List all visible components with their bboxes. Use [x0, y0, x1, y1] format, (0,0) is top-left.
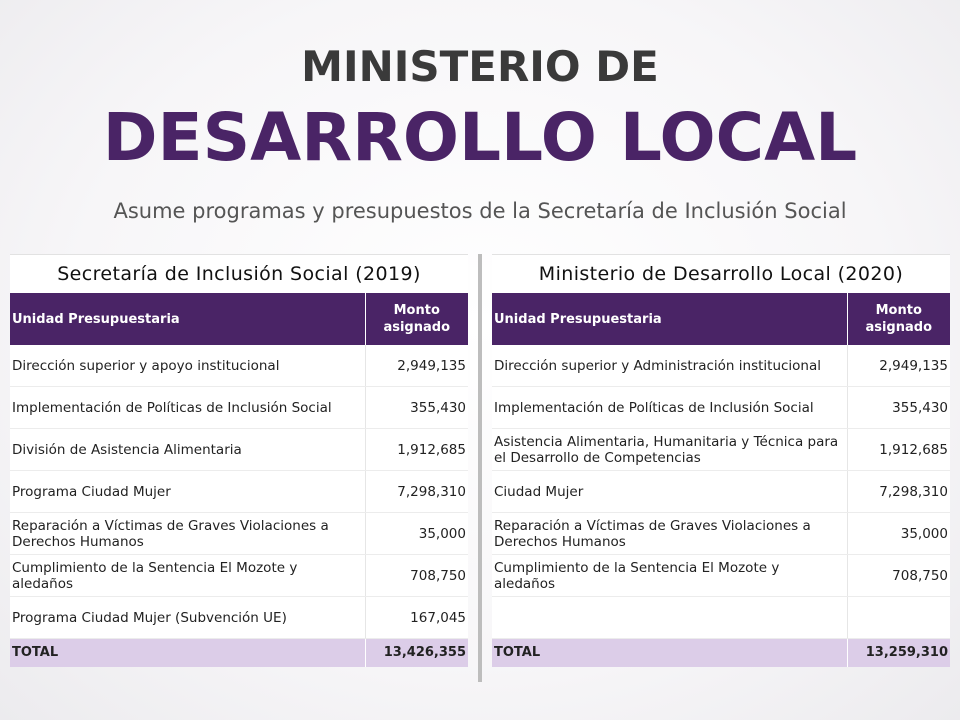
row-amount: 708,750	[365, 555, 468, 597]
row-amount: 7,298,310	[365, 471, 468, 513]
table-row	[492, 555, 950, 597]
column-header-amount-line2: asignado	[383, 320, 451, 335]
total-row	[492, 639, 950, 668]
left-panel	[10, 254, 468, 667]
row-amount: 355,430	[847, 387, 950, 429]
panel-divider	[478, 254, 482, 682]
left-budget-table	[10, 293, 468, 667]
column-header-amount	[365, 293, 468, 345]
total-amount: 13,259,310	[847, 639, 950, 668]
row-amount: 1,912,685	[847, 429, 950, 471]
row-amount: 1,912,685	[365, 429, 468, 471]
row-unit: Ciudad Mujer	[492, 471, 847, 513]
table-row	[492, 513, 950, 555]
column-header-amount-line2: asignado	[865, 320, 933, 335]
row-unit: Asistencia Alimentaria, Humanitaria y Técnica para el Desarrollo de Competencias	[492, 429, 847, 471]
row-unit: Programa Ciudad Mujer	[10, 471, 365, 513]
total-row	[10, 639, 468, 668]
column-header-amount	[847, 293, 950, 345]
row-unit: Reparación a Víctimas de Graves Violaciones a Derechos Humanos	[10, 513, 365, 555]
row-amount: 708,750	[847, 555, 950, 597]
column-header-unit: Unidad Presupuestaria	[492, 293, 847, 345]
right-budget-table	[492, 293, 950, 667]
row-amount: 167,045	[365, 597, 468, 639]
table-row	[492, 387, 950, 429]
row-unit: Reparación a Víctimas de Graves Violaciones a Derechos Humanos	[492, 513, 847, 555]
row-unit: Dirección superior y Administración institucional	[492, 345, 847, 387]
table-row	[10, 597, 468, 639]
row-unit: Implementación de Políticas de Inclusión Social	[10, 387, 365, 429]
table-row	[10, 471, 468, 513]
total-label: TOTAL	[10, 639, 365, 668]
right-panel	[492, 254, 950, 667]
table-row	[10, 429, 468, 471]
row-amount: 355,430	[365, 387, 468, 429]
right-panel-title: Ministerio de Desarrollo Local (2020)	[492, 254, 950, 293]
subtitle: Asume programas y presupuestos de la Secretaría de Inclusión Social	[113, 199, 847, 223]
table-row	[492, 429, 950, 471]
table-row	[492, 345, 950, 387]
row-unit: División de Asistencia Alimentaria	[10, 429, 365, 471]
column-header-amount-line1: Monto	[393, 303, 440, 318]
table-row-empty	[492, 597, 950, 639]
table-header-row	[10, 293, 468, 345]
row-amount	[847, 597, 950, 639]
table-row	[10, 555, 468, 597]
row-unit	[492, 597, 847, 639]
row-unit: Dirección superior y apoyo institucional	[10, 345, 365, 387]
table-row	[10, 345, 468, 387]
row-unit: Programa Ciudad Mujer (Subvención UE)	[10, 597, 365, 639]
column-header-amount-line1: Monto	[875, 303, 922, 318]
left-panel-title: Secretaría de Inclusión Social (2019)	[10, 254, 468, 293]
table-row	[10, 387, 468, 429]
title-line-1: MINISTERIO DE	[301, 42, 659, 91]
table-header-row	[492, 293, 950, 345]
row-amount: 7,298,310	[847, 471, 950, 513]
total-label: TOTAL	[492, 639, 847, 668]
table-row	[492, 471, 950, 513]
title-line-2: DESARROLLO LOCAL	[102, 99, 858, 176]
row-unit: Cumplimiento de la Sentencia El Mozote y aledaños	[10, 555, 365, 597]
row-unit: Implementación de Políticas de Inclusión Social	[492, 387, 847, 429]
row-amount: 2,949,135	[365, 345, 468, 387]
row-unit: Cumplimiento de la Sentencia El Mozote y aledaños	[492, 555, 847, 597]
table-row	[10, 513, 468, 555]
row-amount: 2,949,135	[847, 345, 950, 387]
row-amount: 35,000	[847, 513, 950, 555]
row-amount: 35,000	[365, 513, 468, 555]
column-header-unit: Unidad Presupuestaria	[10, 293, 365, 345]
total-amount: 13,426,355	[365, 639, 468, 668]
